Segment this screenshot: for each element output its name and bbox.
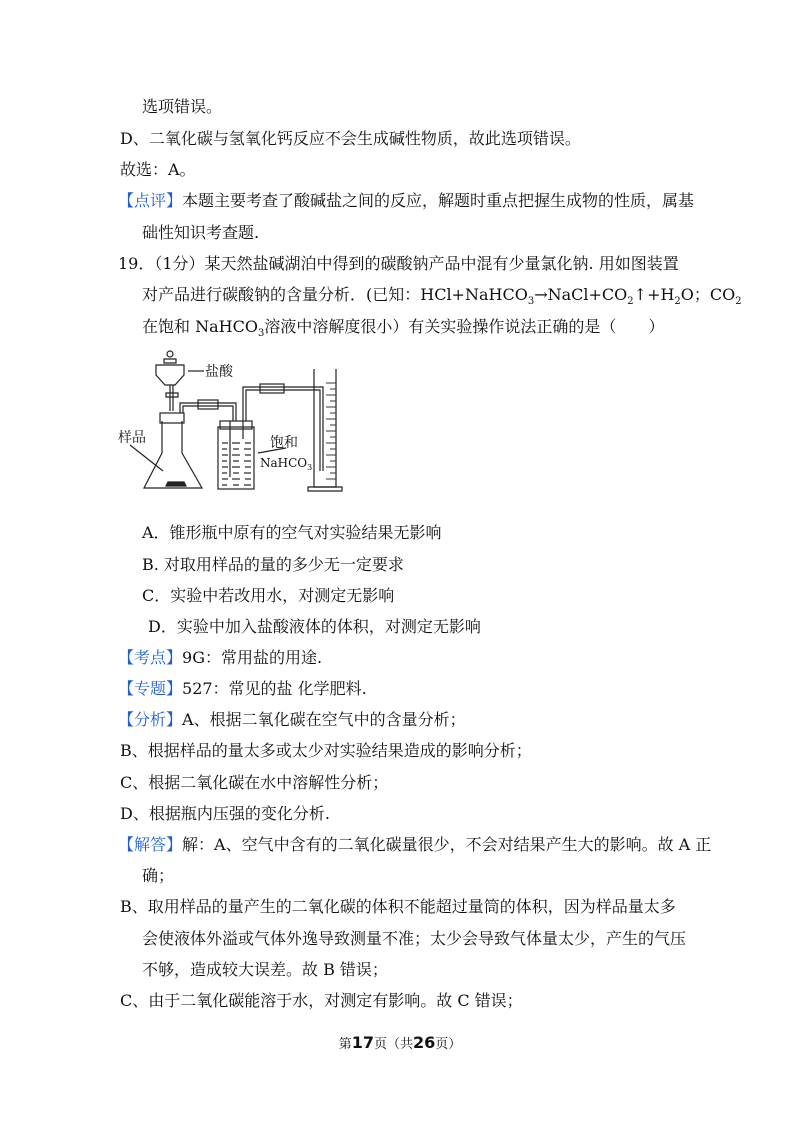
text-line: 故选：A。 [120, 160, 196, 179]
text-line: 础性知识考查题. [142, 223, 260, 242]
question-19-line3: 在饱和 NaHCO$_3$溶液中溶解度很小）有关实验操作说法正确的是（ ） [142, 317, 665, 340]
sample-solid [166, 482, 186, 486]
page-number: 17 [351, 1033, 374, 1052]
text-line: 不够，造成较大误差。故 B 错误； [142, 960, 388, 979]
option-c: C．实验中若改用水，对测定无影响 [142, 586, 395, 605]
sample-leader [130, 445, 163, 471]
option-d: D．实验中加入盐酸液体的体积，对测定无影响 [148, 617, 481, 636]
text-line: 确； [142, 866, 175, 885]
text-line: D、二氧化碳与氢氧化钙反应不会生成碱性物质，故此选项错误。 [120, 129, 581, 148]
funnel-body [156, 365, 184, 385]
fenxi-tag: 【分析】 [118, 710, 183, 729]
text-line: B、根据样品的量太多或太少对实验结果造成的影响分析； [120, 741, 532, 760]
rubber-tube-2 [260, 384, 284, 393]
erlenmeyer-flask [144, 421, 202, 488]
fenxi-paragraph: 【分析】A、根据二氧化碳在空气中的含量分析； [118, 710, 466, 729]
comment-text: 本题主要考查了酸碱盐之间的反应，解题时重点把握生成物的性质，属基 [182, 191, 695, 210]
text-line: C、根据二氧化碳在水中溶解性分析； [120, 773, 389, 792]
bottle-stopper [220, 421, 252, 429]
text-line: D、根据瓶内压强的变化分析. [120, 804, 330, 823]
funnel-stopper [167, 351, 173, 357]
comment-paragraph [118, 190, 694, 212]
option-b: B. 对取用样品的量的多少无一定要求 [142, 555, 404, 574]
kaodian-tag: 【考点】 [118, 648, 183, 667]
page-total: 26 [413, 1033, 436, 1052]
funnel-neck [164, 359, 176, 363]
apparatus-svg [118, 343, 358, 501]
jieda-paragraph: 【解答】解：A、空气中含有的二氧化碳量很少，不会对结果产生大的影响。故 A 正 [118, 835, 712, 854]
label-sample: 样品 [118, 430, 146, 446]
funnel-valve [166, 393, 178, 397]
jieda-tag: 【解答】 [118, 835, 183, 854]
question-19: 19．（1分）某天然盐碱湖泊中得到的碳酸钠产品中混有少量氯化钠. 用如图装置 [118, 254, 679, 273]
question-19-line2: 对产品进行碳酸钠的含量分析．(已知：$HCl+NaHCO_3\to NaCl+CO_2↑+H_2O$；$CO_2$ [142, 285, 742, 308]
option-a: A．锥形瓶中原有的空气对实验结果无影响 [142, 523, 442, 542]
kaodian-paragraph: 【考点】9G：常用盐的用途. [118, 648, 323, 667]
bottle-liquid [222, 443, 251, 485]
text-line: B、取用样品的量产生的二氧化碳的体积不能超过量筒的体积，因为样品量太多 [120, 897, 676, 916]
label-nahco3: NaHCO$_3$ [260, 456, 313, 472]
apparatus-diagram [118, 343, 358, 501]
zhuanti-tag: 【专题】 [118, 679, 183, 698]
label-saturated: 饱和 [270, 435, 298, 451]
gas-bottle [218, 427, 254, 489]
zhuanti-paragraph: 【专题】527：常见的盐 化学肥料. [118, 679, 367, 698]
text-line: 会使液体外溢或气体外逸导致测量不准；太少会导致气体量太少，产生的气压 [142, 929, 687, 948]
page-footer: 第17页（共26页） [338, 1033, 462, 1052]
label-acid: 盐酸 [205, 364, 233, 380]
comment-tag: 【点评】 [118, 191, 183, 210]
cylinder-graduations [326, 383, 336, 479]
text-line: C、由于二氧化碳能溶于水，对测定有影响。故 C 错误； [120, 991, 523, 1010]
rubber-tube [198, 400, 218, 409]
flask-stopper [160, 413, 184, 423]
text-line: 选项错误。 [142, 97, 223, 116]
